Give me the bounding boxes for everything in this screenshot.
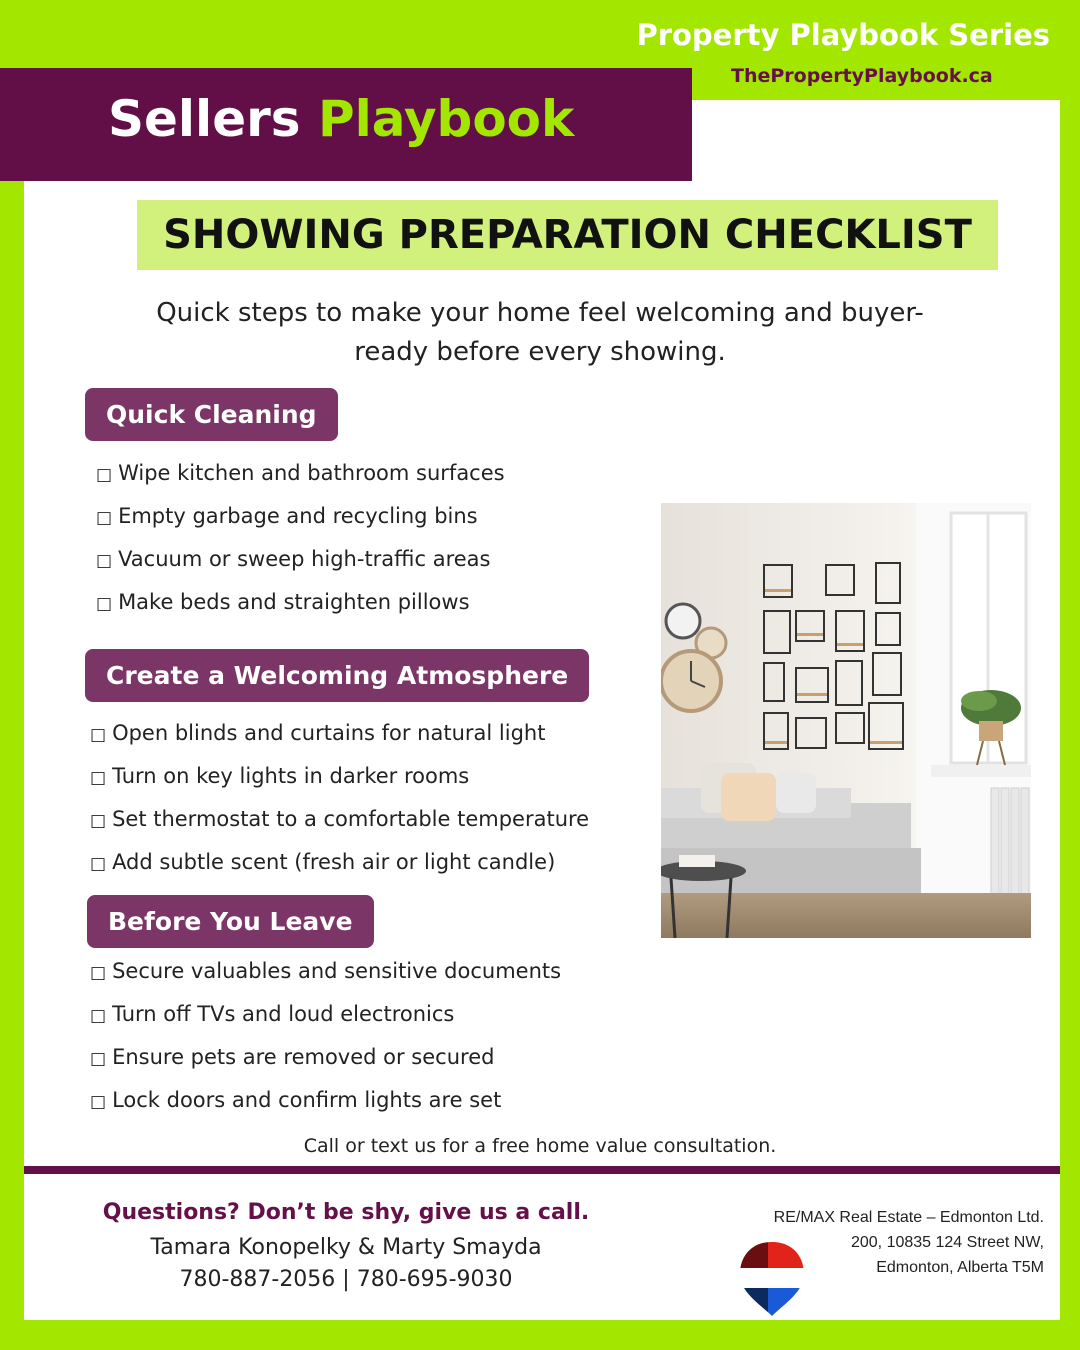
site-url-link[interactable]: ThePropertyPlaybook.ca [731,65,993,87]
checklist-item-label: Turn on key lights in darker rooms [112,764,470,788]
brokerage-info [774,1205,1044,1280]
intro-line-1: Quick steps to make your home feel welcoming and buyer- [156,298,924,328]
banner-title-sellers: Sellers [108,90,301,148]
checklist-item[interactable] [90,841,589,884]
checkbox-icon[interactable]: □ [90,725,107,745]
checklist-item[interactable] [90,798,589,841]
section-label-quick-cleaning: Quick Cleaning [85,388,338,441]
brokerage-address-line-2: Edmonton, Alberta T5M [876,1259,1044,1276]
checkbox-icon[interactable]: □ [90,1006,107,1026]
checklist-before-you-leave [90,950,561,1122]
checklist-item[interactable] [90,950,561,993]
checklist-item-label: Open blinds and curtains for natural light [112,721,546,745]
checklist-item-label: Ensure pets are removed or secured [112,1045,495,1069]
checklist-item-label: Set thermostat to a comfortable temperature [112,807,590,831]
checkbox-icon[interactable]: □ [90,963,107,983]
checklist-item-label: Secure valuables and sensitive documents [112,959,562,983]
banner-title [108,90,574,148]
checklist-item[interactable] [90,1079,561,1122]
checklist-title: SHOWING PREPARATION CHECKLIST [163,212,972,258]
contact-names: Tamara Konopelky & Marty Smayda [150,1235,542,1260]
brokerage-name: RE/MAX Real Estate – Edmonton Ltd. [773,1209,1044,1226]
checklist-item-label: Lock doors and confirm lights are set [112,1088,502,1112]
checklist-item[interactable] [96,538,505,581]
section-label-before-you-leave: Before You Leave [87,895,374,948]
living-room-photo [661,503,1031,938]
contact-phones[interactable]: 780-887-2056 | 780-695-9030 [179,1267,513,1292]
checklist-quick-cleaning [96,452,505,624]
checklist-item[interactable] [96,581,505,624]
checklist-item[interactable] [90,993,561,1036]
banner-title-playbook: Playbook [317,90,575,148]
checklist-item[interactable] [90,712,589,755]
footer-divider [24,1166,1060,1174]
checklist-item-label: Add subtle scent (fresh air or light candle) [112,850,556,874]
checklist-welcoming-atmosphere [90,712,589,884]
section-label-welcoming-atmosphere: Create a Welcoming Atmosphere [85,649,589,702]
brokerage-address-line-1: 200, 10835 124 Street NW, [850,1234,1044,1251]
checklist-item[interactable] [90,1036,561,1079]
checkbox-icon[interactable]: □ [90,811,107,831]
checklist-item-label: Make beds and straighten pillows [118,590,470,614]
checkbox-icon[interactable]: □ [96,508,113,528]
checklist-item-label: Vacuum or sweep high-traffic areas [118,547,491,571]
remax-balloon-logo-icon [738,1240,806,1318]
cta-text: Call or text us for a free home value consultation. [303,1135,777,1157]
checklist-item[interactable] [96,495,505,538]
checklist-item-label: Turn off TVs and loud electronics [112,1002,455,1026]
checkbox-icon[interactable]: □ [96,551,113,571]
checkbox-icon[interactable]: □ [90,854,107,874]
checkbox-icon[interactable]: □ [96,465,113,485]
checklist-title-box [137,200,998,270]
series-title: Property Playbook Series [636,18,1050,52]
checkbox-icon[interactable]: □ [96,594,113,614]
checklist-item[interactable] [96,452,505,495]
checkbox-icon[interactable]: □ [90,1049,107,1069]
contact-heading: Questions? Don’t be shy, give us a call. [102,1200,590,1225]
checklist-item[interactable] [90,755,589,798]
checklist-item-label: Empty garbage and recycling bins [118,504,478,528]
intro-line-2: ready before every showing. [354,337,726,367]
intro-text [100,294,980,372]
checklist-item-label: Wipe kitchen and bathroom surfaces [118,461,505,485]
checkbox-icon[interactable]: □ [90,768,107,788]
checkbox-icon[interactable]: □ [90,1092,107,1112]
